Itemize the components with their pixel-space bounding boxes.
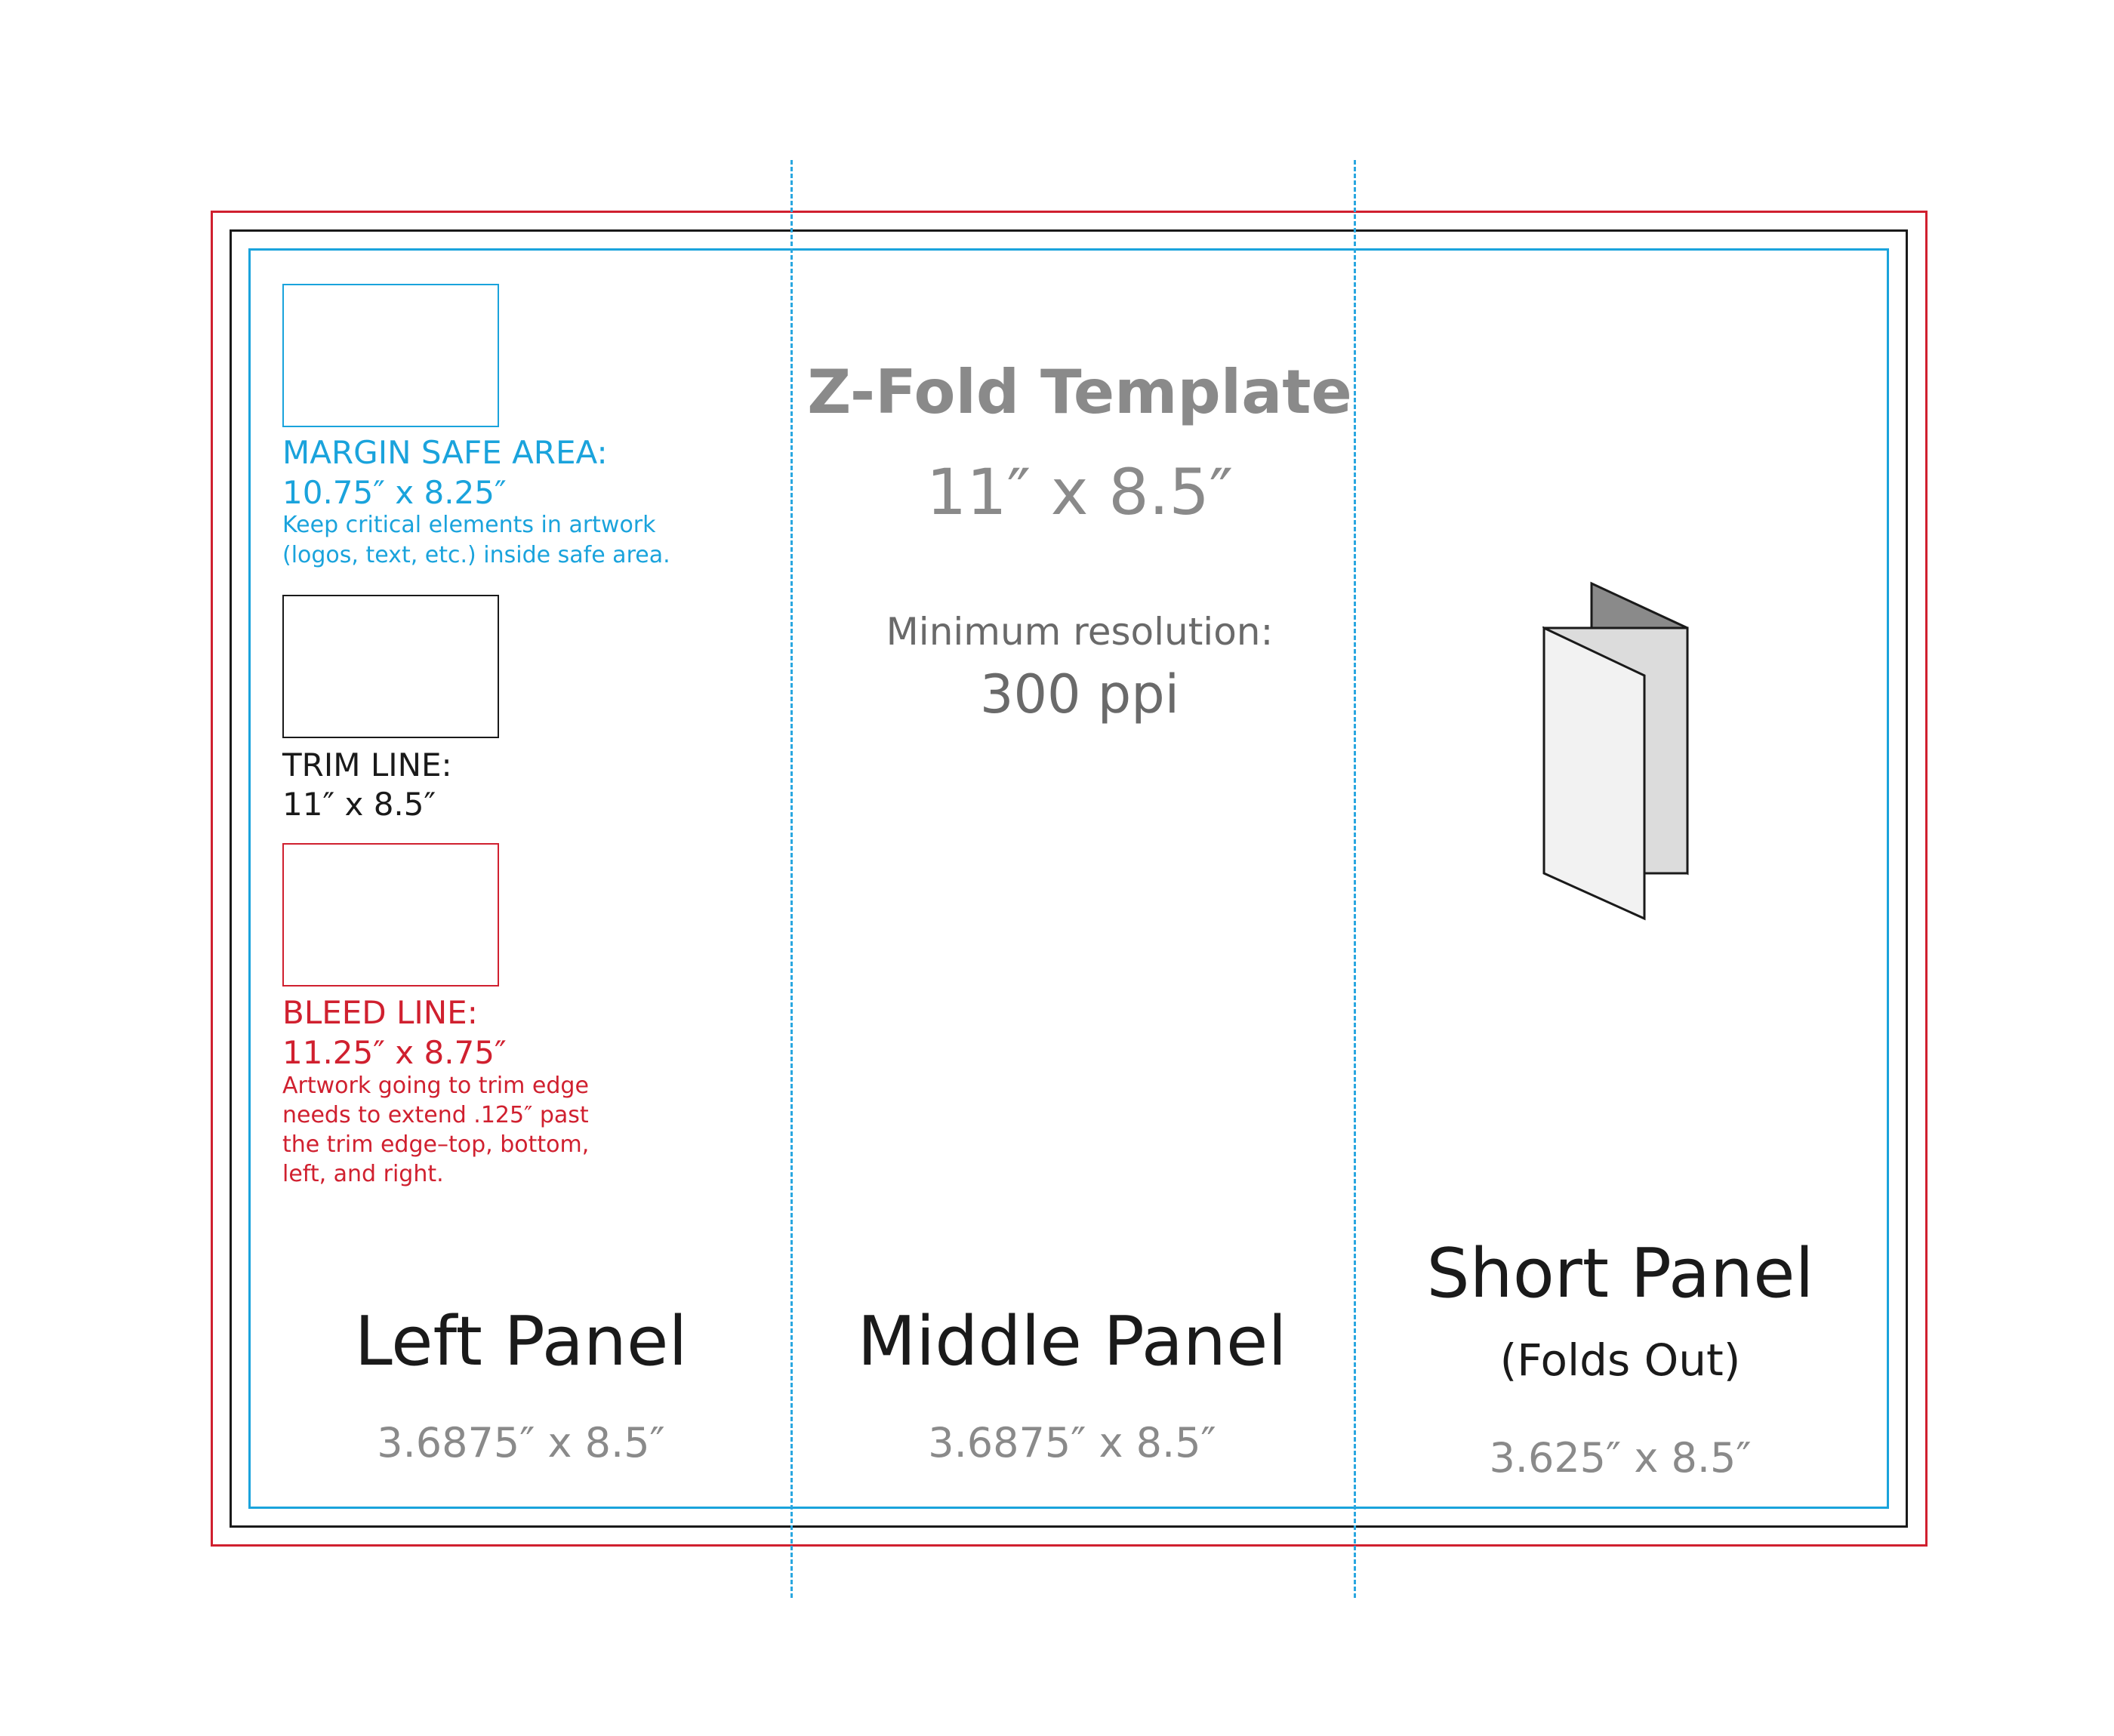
margin-safe-title: MARGIN SAFE AREA: [282, 434, 608, 471]
bleed-note-1: Artwork going to trim edge [282, 1073, 589, 1099]
template-size: 11″ x 8.5″ [926, 455, 1234, 529]
resolution-label: Minimum resolution: [886, 610, 1274, 654]
left-panel-size: 3.6875″ x 8.5″ [377, 1419, 665, 1467]
template-title: Z-Fold Template [807, 357, 1352, 427]
resolution-value: 300 ppi [979, 663, 1180, 725]
margin-safe-note-2: (logos, text, etc.) inside safe area. [282, 542, 670, 568]
z-fold-brochure-icon [1533, 577, 1714, 925]
bleed-swatch [282, 843, 499, 987]
margin-safe-swatch [282, 284, 499, 427]
bleed-size: 11.25″ x 8.75″ [282, 1034, 507, 1071]
trim-swatch [282, 595, 499, 738]
bleed-title: BLEED LINE: [282, 994, 478, 1031]
bleed-note-2: needs to extend .125″ past [282, 1102, 589, 1128]
bleed-note-3: the trim edge–top, bottom, [282, 1131, 590, 1158]
margin-safe-note-1: Keep critical elements in artwork [282, 512, 656, 538]
short-panel-size: 3.625″ x 8.5″ [1489, 1434, 1752, 1482]
left-panel-name: Left Panel [354, 1302, 688, 1381]
middle-panel-name: Middle Panel [857, 1302, 1287, 1381]
middle-panel-size: 3.6875″ x 8.5″ [928, 1419, 1216, 1467]
trim-title: TRIM LINE: [282, 746, 452, 783]
trim-size: 11″ x 8.5″ [282, 786, 436, 823]
short-panel-subtitle: (Folds Out) [1499, 1334, 1741, 1386]
short-panel-name: Short Panel [1426, 1234, 1814, 1313]
bleed-note-4: left, and right. [282, 1161, 444, 1187]
margin-safe-size: 10.75″ x 8.25″ [282, 474, 507, 511]
